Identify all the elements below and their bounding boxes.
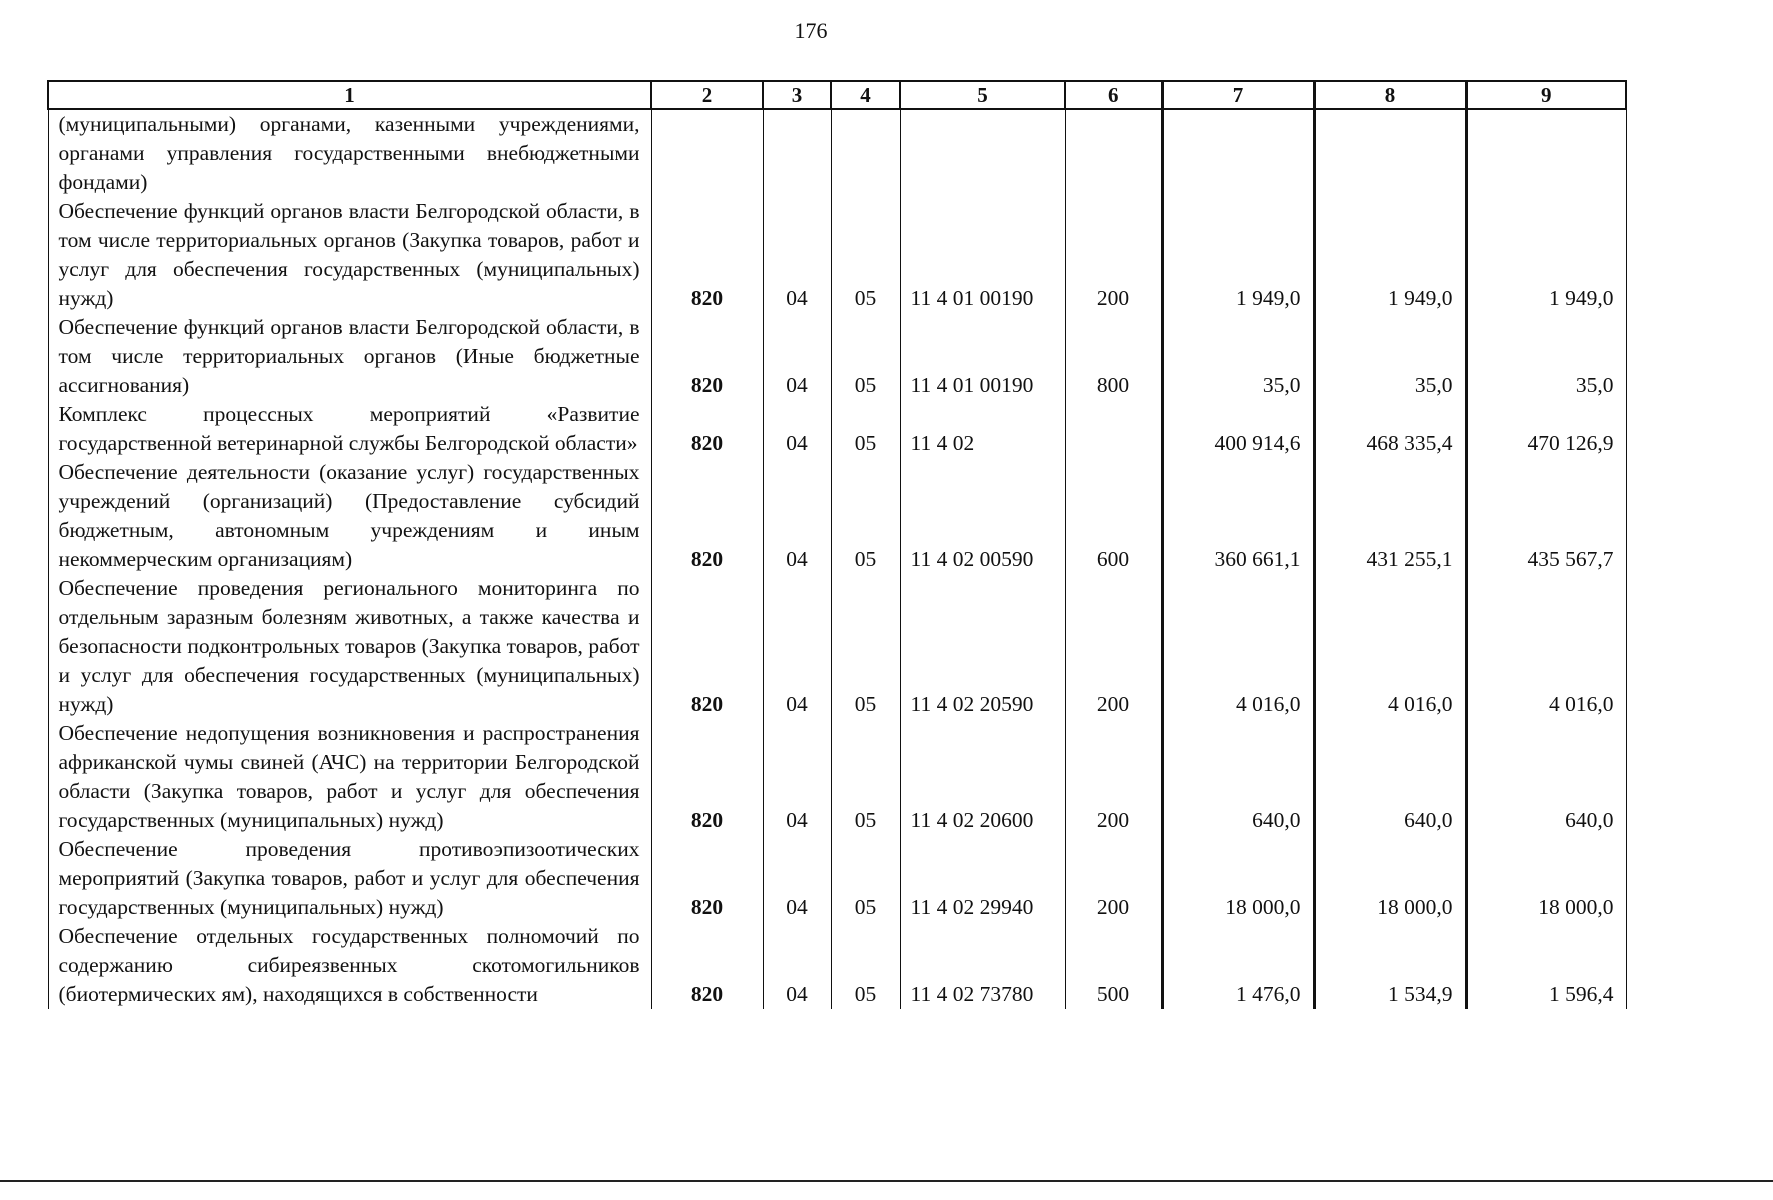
csr-cell: 11 4 02 20590: [900, 574, 1065, 719]
row-name-cell: Обеспечение проведения регионального мониторинга по отдельным заразным болезням животных, а также качества и безопасности подконтрольных товаров (Закупка товаров, работ и услуг для обеспечения государственных (муниципальных) нужд): [48, 574, 651, 719]
pr-cell: 05: [831, 458, 900, 574]
year3-amount-cell: 4 016,0: [1466, 574, 1626, 719]
pr-cell: 05: [831, 922, 900, 1009]
budget-table-container: [47, 80, 1625, 1009]
csr-cell: 11 4 02 00590: [900, 458, 1065, 574]
table-row: [48, 400, 1626, 458]
budget-table: [47, 80, 1627, 1009]
csr-cell: 11 4 02 73780: [900, 922, 1065, 1009]
gl-cell: 820: [651, 719, 763, 835]
pr-cell: [831, 109, 900, 197]
year1-amount-cell: 400 914,6: [1162, 400, 1314, 458]
table-header-row: [48, 81, 1626, 109]
page-number: 176: [794, 18, 828, 43]
column-header-6: 6: [1065, 81, 1162, 109]
vr-cell: 600: [1065, 458, 1162, 574]
pr-cell: 05: [831, 313, 900, 400]
table-row: [48, 313, 1626, 400]
year2-amount-cell: 18 000,0: [1314, 835, 1466, 922]
year2-amount-cell: 4 016,0: [1314, 574, 1466, 719]
pr-cell: 05: [831, 719, 900, 835]
vr-cell: 200: [1065, 835, 1162, 922]
row-name-cell: Обеспечение проведения противоэпизоотических мероприятий (Закупка товаров, работ и услуг для обеспечения государственных (муниципальных) нужд): [48, 835, 651, 922]
year3-amount-cell: [1466, 109, 1626, 197]
table-row: [48, 458, 1626, 574]
csr-cell: 11 4 02: [900, 400, 1065, 458]
year1-amount-cell: 360 661,1: [1162, 458, 1314, 574]
table-row: [48, 197, 1626, 313]
year2-amount-cell: 431 255,1: [1314, 458, 1466, 574]
rz-cell: 04: [763, 197, 831, 313]
year1-amount-cell: 35,0: [1162, 313, 1314, 400]
csr-cell: 11 4 02 29940: [900, 835, 1065, 922]
gl-cell: 820: [651, 574, 763, 719]
vr-cell: 500: [1065, 922, 1162, 1009]
row-name-cell: Обеспечение недопущения возникновения и распространения африканской чумы свиней (АЧС) на территории Белгородской области (Закупка товаров, работ и услуг для обеспечения государственных (муниципальных) нужд): [48, 719, 651, 835]
year2-amount-cell: [1314, 109, 1466, 197]
gl-cell: 820: [651, 400, 763, 458]
row-name-cell: Обеспечение деятельности (оказание услуг) государственных учреждений (организаций) (Предоставление субсидий бюджетным, автономным учреждениям и иным некоммерческим организациям): [48, 458, 651, 574]
column-header-5: 5: [900, 81, 1065, 109]
vr-cell: 800: [1065, 313, 1162, 400]
year1-amount-cell: 1 949,0: [1162, 197, 1314, 313]
csr-cell: 11 4 02 20600: [900, 719, 1065, 835]
rz-cell: 04: [763, 574, 831, 719]
rz-cell: 04: [763, 313, 831, 400]
row-name-cell: (муниципальными) органами, казенными учреждениями, органами управления государственными внебюджетными фондами): [48, 109, 651, 197]
year2-amount-cell: 1 534,9: [1314, 922, 1466, 1009]
gl-cell: [651, 109, 763, 197]
rz-cell: 04: [763, 458, 831, 574]
column-header-3: 3: [763, 81, 831, 109]
rz-cell: 04: [763, 922, 831, 1009]
row-name-cell: Комплекс процессных мероприятий «Развитие государственной ветеринарной службы Белгородской области»: [48, 400, 651, 458]
table-row: [48, 835, 1626, 922]
column-header-7: 7: [1162, 81, 1314, 109]
csr-cell: 11 4 01 00190: [900, 313, 1065, 400]
row-name-cell: Обеспечение отдельных государственных полномочий по содержанию сибиреязвенных скотомогильников (биотермических ям), находящихся в собственности: [48, 922, 651, 1009]
vr-cell: 200: [1065, 574, 1162, 719]
year3-amount-cell: 1 949,0: [1466, 197, 1626, 313]
year1-amount-cell: 1 476,0: [1162, 922, 1314, 1009]
csr-cell: 11 4 01 00190: [900, 197, 1065, 313]
gl-cell: 820: [651, 313, 763, 400]
year3-amount-cell: 470 126,9: [1466, 400, 1626, 458]
csr-cell: [900, 109, 1065, 197]
column-header-8: 8: [1314, 81, 1466, 109]
year2-amount-cell: 640,0: [1314, 719, 1466, 835]
gl-cell: 820: [651, 835, 763, 922]
pr-cell: 05: [831, 197, 900, 313]
rz-cell: 04: [763, 835, 831, 922]
year2-amount-cell: 35,0: [1314, 313, 1466, 400]
rz-cell: 04: [763, 719, 831, 835]
year3-amount-cell: 1 596,4: [1466, 922, 1626, 1009]
column-header-2: 2: [651, 81, 763, 109]
table-row: [48, 109, 1626, 197]
year1-amount-cell: [1162, 109, 1314, 197]
year1-amount-cell: 18 000,0: [1162, 835, 1314, 922]
gl-cell: 820: [651, 458, 763, 574]
vr-cell: [1065, 400, 1162, 458]
rz-cell: 04: [763, 400, 831, 458]
year2-amount-cell: 1 949,0: [1314, 197, 1466, 313]
vr-cell: 200: [1065, 719, 1162, 835]
year3-amount-cell: 640,0: [1466, 719, 1626, 835]
gl-cell: 820: [651, 922, 763, 1009]
year3-amount-cell: 35,0: [1466, 313, 1626, 400]
year1-amount-cell: 640,0: [1162, 719, 1314, 835]
table-row: [48, 922, 1626, 1009]
row-name-cell: Обеспечение функций органов власти Белгородской области, в том числе территориальных органов (Закупка товаров, работ и услуг для обеспечения государственных (муниципальных) нужд): [48, 197, 651, 313]
column-header-9: 9: [1466, 81, 1626, 109]
pr-cell: 05: [831, 400, 900, 458]
vr-cell: 200: [1065, 197, 1162, 313]
gl-cell: 820: [651, 197, 763, 313]
table-row: [48, 574, 1626, 719]
pr-cell: 05: [831, 835, 900, 922]
vr-cell: [1065, 109, 1162, 197]
rz-cell: [763, 109, 831, 197]
year3-amount-cell: 18 000,0: [1466, 835, 1626, 922]
table-row: [48, 719, 1626, 835]
year3-amount-cell: 435 567,7: [1466, 458, 1626, 574]
column-header-1: 1: [48, 81, 651, 109]
year2-amount-cell: 468 335,4: [1314, 400, 1466, 458]
column-header-4: 4: [831, 81, 900, 109]
page-bottom-rule: [0, 1180, 1773, 1182]
pr-cell: 05: [831, 574, 900, 719]
row-name-cell: Обеспечение функций органов власти Белгородской области, в том числе территориальных органов (Иные бюджетные ассигнования): [48, 313, 651, 400]
year1-amount-cell: 4 016,0: [1162, 574, 1314, 719]
